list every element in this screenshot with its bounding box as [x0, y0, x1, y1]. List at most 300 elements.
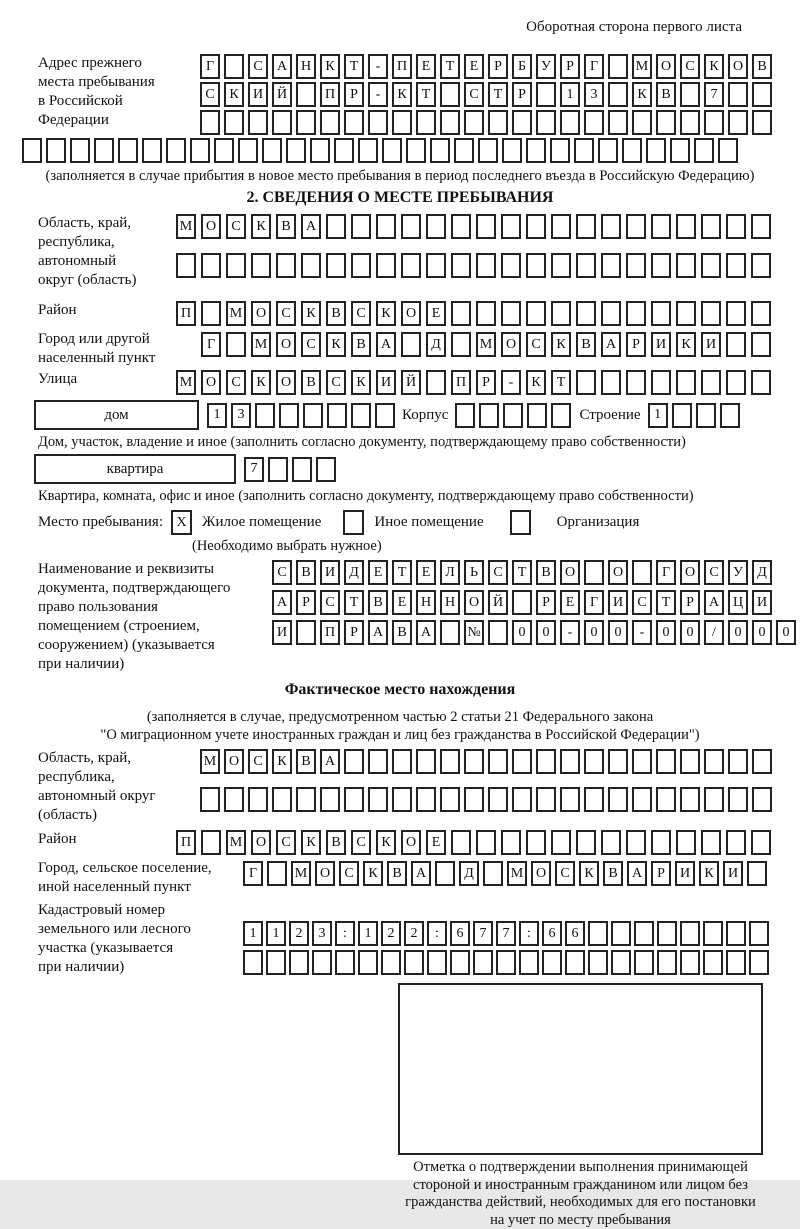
- char-cell[interactable]: [501, 253, 521, 278]
- char-cell[interactable]: Р: [344, 82, 364, 107]
- char-cell[interactable]: [289, 950, 309, 975]
- char-cell[interactable]: У: [536, 54, 556, 79]
- char-cell[interactable]: И: [272, 620, 292, 645]
- char-cell[interactable]: [519, 950, 539, 975]
- char-cell[interactable]: [526, 830, 546, 855]
- char-cell[interactable]: [608, 110, 628, 135]
- char-cell[interactable]: [611, 921, 631, 946]
- char-cell[interactable]: [327, 403, 347, 428]
- char-cell[interactable]: [392, 110, 412, 135]
- char-cell[interactable]: [676, 214, 696, 239]
- char-cell[interactable]: К: [326, 332, 346, 357]
- char-cell[interactable]: [701, 830, 721, 855]
- char-cell[interactable]: :: [335, 921, 355, 946]
- char-cell[interactable]: [536, 82, 556, 107]
- char-cell[interactable]: [427, 950, 447, 975]
- char-cell[interactable]: [503, 403, 523, 428]
- char-cell[interactable]: [728, 110, 748, 135]
- char-cell[interactable]: М: [632, 54, 652, 79]
- char-cell[interactable]: [542, 950, 562, 975]
- char-cell[interactable]: 2: [381, 921, 401, 946]
- char-cell[interactable]: А: [601, 332, 621, 357]
- char-cell[interactable]: -: [501, 370, 521, 395]
- char-cell[interactable]: [672, 403, 692, 428]
- char-cell[interactable]: [626, 830, 646, 855]
- char-cell[interactable]: -: [560, 620, 580, 645]
- char-cell[interactable]: [704, 110, 724, 135]
- char-cell[interactable]: 1: [207, 403, 227, 428]
- char-cell[interactable]: [488, 620, 508, 645]
- char-cell[interactable]: К: [301, 830, 321, 855]
- char-cell[interactable]: О: [251, 301, 271, 326]
- char-cell[interactable]: 0: [512, 620, 532, 645]
- char-cell[interactable]: [368, 749, 388, 774]
- char-cell[interactable]: Р: [680, 590, 700, 615]
- char-cell[interactable]: [551, 253, 571, 278]
- char-cell[interactable]: К: [392, 82, 412, 107]
- char-cell[interactable]: Д: [459, 861, 479, 886]
- char-cell[interactable]: С: [704, 560, 724, 585]
- char-cell[interactable]: 0: [608, 620, 628, 645]
- char-cell[interactable]: [381, 950, 401, 975]
- char-cell[interactable]: [224, 54, 244, 79]
- char-cell[interactable]: С: [488, 560, 508, 585]
- char-cell[interactable]: М: [291, 861, 311, 886]
- char-cell[interactable]: С: [272, 560, 292, 585]
- char-cell[interactable]: 6: [565, 921, 585, 946]
- char-cell[interactable]: [657, 950, 677, 975]
- char-cell[interactable]: [574, 138, 594, 163]
- char-cell[interactable]: Р: [512, 82, 532, 107]
- char-cell[interactable]: [651, 214, 671, 239]
- char-cell[interactable]: С: [339, 861, 359, 886]
- char-cell[interactable]: [512, 590, 532, 615]
- char-cell[interactable]: М: [176, 370, 196, 395]
- char-cell[interactable]: [201, 301, 221, 326]
- char-cell[interactable]: [751, 370, 771, 395]
- char-cell[interactable]: [488, 749, 508, 774]
- char-cell[interactable]: [440, 82, 460, 107]
- char-cell[interactable]: [584, 787, 604, 812]
- char-cell[interactable]: А: [272, 54, 292, 79]
- char-cell[interactable]: [426, 370, 446, 395]
- char-cell[interactable]: [450, 950, 470, 975]
- char-cell[interactable]: Р: [536, 590, 556, 615]
- char-cell[interactable]: [703, 921, 723, 946]
- char-cell[interactable]: [464, 787, 484, 812]
- char-cell[interactable]: Н: [440, 590, 460, 615]
- char-cell[interactable]: [406, 138, 426, 163]
- char-cell[interactable]: С: [632, 590, 652, 615]
- char-cell[interactable]: Е: [464, 54, 484, 79]
- char-cell[interactable]: [118, 138, 138, 163]
- char-cell[interactable]: /: [704, 620, 724, 645]
- char-cell[interactable]: [626, 370, 646, 395]
- char-cell[interactable]: №: [464, 620, 484, 645]
- char-cell[interactable]: [634, 921, 654, 946]
- char-cell[interactable]: [351, 253, 371, 278]
- char-cell[interactable]: 3: [584, 82, 604, 107]
- char-cell[interactable]: Г: [243, 861, 263, 886]
- char-cell[interactable]: [728, 749, 748, 774]
- char-cell[interactable]: [46, 138, 66, 163]
- char-cell[interactable]: [376, 214, 396, 239]
- char-cell[interactable]: [368, 787, 388, 812]
- char-cell[interactable]: [473, 950, 493, 975]
- char-cell[interactable]: Б: [512, 54, 532, 79]
- char-cell[interactable]: [248, 110, 268, 135]
- char-cell[interactable]: [464, 749, 484, 774]
- checkbox-zhiloe[interactable]: X: [171, 510, 192, 535]
- char-cell[interactable]: [526, 253, 546, 278]
- char-cell[interactable]: -: [368, 82, 388, 107]
- char-cell[interactable]: [455, 403, 475, 428]
- char-cell[interactable]: [262, 138, 282, 163]
- char-cell[interactable]: [440, 749, 460, 774]
- char-cell[interactable]: [501, 830, 521, 855]
- char-cell[interactable]: [601, 253, 621, 278]
- char-cell[interactable]: Е: [560, 590, 580, 615]
- char-cell[interactable]: [70, 138, 90, 163]
- char-cell[interactable]: [551, 830, 571, 855]
- char-cell[interactable]: П: [320, 82, 340, 107]
- char-cell[interactable]: Р: [344, 620, 364, 645]
- char-cell[interactable]: [676, 830, 696, 855]
- char-cell[interactable]: [94, 138, 114, 163]
- char-cell[interactable]: К: [526, 370, 546, 395]
- char-cell[interactable]: [488, 110, 508, 135]
- char-cell[interactable]: О: [224, 749, 244, 774]
- char-cell[interactable]: 7: [244, 457, 264, 482]
- char-cell[interactable]: [435, 861, 455, 886]
- char-cell[interactable]: [368, 110, 388, 135]
- char-cell[interactable]: А: [411, 861, 431, 886]
- char-cell[interactable]: [584, 110, 604, 135]
- char-cell[interactable]: [749, 921, 769, 946]
- char-cell[interactable]: [565, 950, 585, 975]
- char-cell[interactable]: [751, 332, 771, 357]
- char-cell[interactable]: Р: [560, 54, 580, 79]
- char-cell[interactable]: Р: [626, 332, 646, 357]
- char-cell[interactable]: [726, 253, 746, 278]
- char-cell[interactable]: [576, 301, 596, 326]
- char-cell[interactable]: К: [704, 54, 724, 79]
- char-cell[interactable]: [238, 138, 258, 163]
- char-cell[interactable]: [502, 138, 522, 163]
- char-cell[interactable]: О: [201, 214, 221, 239]
- char-cell[interactable]: К: [301, 301, 321, 326]
- char-cell[interactable]: [704, 749, 724, 774]
- char-cell[interactable]: В: [752, 54, 772, 79]
- char-cell[interactable]: [598, 138, 618, 163]
- char-cell[interactable]: [440, 110, 460, 135]
- char-cell[interactable]: [526, 301, 546, 326]
- char-cell[interactable]: О: [608, 560, 628, 585]
- char-cell[interactable]: [454, 138, 474, 163]
- char-cell[interactable]: 1: [243, 921, 263, 946]
- char-cell[interactable]: [680, 787, 700, 812]
- char-cell[interactable]: [651, 253, 671, 278]
- char-cell[interactable]: [608, 54, 628, 79]
- char-cell[interactable]: [190, 138, 210, 163]
- char-cell[interactable]: М: [251, 332, 271, 357]
- char-cell[interactable]: [752, 787, 772, 812]
- char-cell[interactable]: [224, 787, 244, 812]
- char-cell[interactable]: [296, 110, 316, 135]
- char-cell[interactable]: [584, 560, 604, 585]
- char-cell[interactable]: К: [251, 214, 271, 239]
- char-cell[interactable]: [588, 921, 608, 946]
- char-cell[interactable]: [401, 332, 421, 357]
- char-cell[interactable]: И: [320, 560, 340, 585]
- char-cell[interactable]: Р: [488, 54, 508, 79]
- char-cell[interactable]: П: [392, 54, 412, 79]
- char-cell[interactable]: Е: [426, 830, 446, 855]
- char-cell[interactable]: [601, 830, 621, 855]
- char-cell[interactable]: [426, 214, 446, 239]
- char-cell[interactable]: К: [676, 332, 696, 357]
- char-cell[interactable]: [611, 950, 631, 975]
- char-cell[interactable]: [476, 301, 496, 326]
- char-cell[interactable]: В: [656, 82, 676, 107]
- char-cell[interactable]: [632, 560, 652, 585]
- char-cell[interactable]: [344, 110, 364, 135]
- char-cell[interactable]: У: [728, 560, 748, 585]
- char-cell[interactable]: И: [701, 332, 721, 357]
- char-cell[interactable]: [200, 787, 220, 812]
- char-cell[interactable]: [651, 830, 671, 855]
- char-cell[interactable]: О: [656, 54, 676, 79]
- char-cell[interactable]: [588, 950, 608, 975]
- char-cell[interactable]: [22, 138, 42, 163]
- char-cell[interactable]: 0: [680, 620, 700, 645]
- char-cell[interactable]: [550, 138, 570, 163]
- char-cell[interactable]: [351, 214, 371, 239]
- char-cell[interactable]: [680, 749, 700, 774]
- char-cell[interactable]: [201, 830, 221, 855]
- char-cell[interactable]: [576, 830, 596, 855]
- char-cell[interactable]: С: [276, 301, 296, 326]
- char-cell[interactable]: [608, 82, 628, 107]
- char-cell[interactable]: А: [320, 749, 340, 774]
- char-cell[interactable]: [344, 787, 364, 812]
- char-cell[interactable]: [451, 253, 471, 278]
- char-cell[interactable]: О: [464, 590, 484, 615]
- char-cell[interactable]: [176, 253, 196, 278]
- char-cell[interactable]: [651, 301, 671, 326]
- char-cell[interactable]: [536, 787, 556, 812]
- char-cell[interactable]: [728, 787, 748, 812]
- char-cell[interactable]: 1: [358, 921, 378, 946]
- char-cell[interactable]: [358, 950, 378, 975]
- char-cell[interactable]: [726, 921, 746, 946]
- char-cell[interactable]: Г: [584, 590, 604, 615]
- char-cell[interactable]: [224, 110, 244, 135]
- char-cell[interactable]: О: [680, 560, 700, 585]
- char-cell[interactable]: [267, 861, 287, 886]
- char-cell[interactable]: [551, 214, 571, 239]
- char-cell[interactable]: Т: [416, 82, 436, 107]
- char-cell[interactable]: С: [526, 332, 546, 357]
- char-cell[interactable]: В: [536, 560, 556, 585]
- char-cell[interactable]: [651, 370, 671, 395]
- char-cell[interactable]: [451, 301, 471, 326]
- char-cell[interactable]: [326, 253, 346, 278]
- char-cell[interactable]: [720, 403, 740, 428]
- char-cell[interactable]: [268, 457, 288, 482]
- char-cell[interactable]: [226, 332, 246, 357]
- char-cell[interactable]: [326, 214, 346, 239]
- char-cell[interactable]: [303, 403, 323, 428]
- char-cell[interactable]: [726, 332, 746, 357]
- char-cell[interactable]: [632, 110, 652, 135]
- char-cell[interactable]: О: [531, 861, 551, 886]
- confirmation-stamp-box[interactable]: [398, 983, 763, 1155]
- char-cell[interactable]: Т: [344, 590, 364, 615]
- char-cell[interactable]: В: [603, 861, 623, 886]
- char-cell[interactable]: [488, 787, 508, 812]
- char-cell[interactable]: -: [632, 620, 652, 645]
- char-cell[interactable]: [703, 950, 723, 975]
- char-cell[interactable]: С: [226, 214, 246, 239]
- char-cell[interactable]: В: [368, 590, 388, 615]
- char-cell[interactable]: [479, 403, 499, 428]
- char-cell[interactable]: [501, 301, 521, 326]
- char-cell[interactable]: С: [200, 82, 220, 107]
- char-cell[interactable]: [536, 749, 556, 774]
- char-cell[interactable]: [696, 403, 716, 428]
- char-cell[interactable]: [255, 403, 275, 428]
- char-cell[interactable]: Т: [344, 54, 364, 79]
- char-cell[interactable]: -: [368, 54, 388, 79]
- char-cell[interactable]: [560, 787, 580, 812]
- char-cell[interactable]: [718, 138, 738, 163]
- char-cell[interactable]: [576, 370, 596, 395]
- char-cell[interactable]: [601, 370, 621, 395]
- char-cell[interactable]: [634, 950, 654, 975]
- char-cell[interactable]: Г: [200, 54, 220, 79]
- char-cell[interactable]: С: [301, 332, 321, 357]
- char-cell[interactable]: [527, 403, 547, 428]
- char-cell[interactable]: О: [560, 560, 580, 585]
- char-cell[interactable]: [272, 787, 292, 812]
- char-cell[interactable]: [476, 253, 496, 278]
- char-cell[interactable]: О: [251, 830, 271, 855]
- char-cell[interactable]: [751, 830, 771, 855]
- char-cell[interactable]: А: [272, 590, 292, 615]
- char-cell[interactable]: [584, 749, 604, 774]
- char-cell[interactable]: [701, 301, 721, 326]
- char-cell[interactable]: [476, 830, 496, 855]
- char-cell[interactable]: М: [226, 301, 246, 326]
- char-cell[interactable]: [752, 749, 772, 774]
- char-cell[interactable]: О: [728, 54, 748, 79]
- char-cell[interactable]: [358, 138, 378, 163]
- char-cell[interactable]: А: [368, 620, 388, 645]
- char-cell[interactable]: Д: [752, 560, 772, 585]
- char-cell[interactable]: К: [320, 54, 340, 79]
- char-cell[interactable]: [726, 950, 746, 975]
- char-cell[interactable]: 1: [648, 403, 668, 428]
- char-cell[interactable]: Т: [512, 560, 532, 585]
- char-cell[interactable]: Т: [392, 560, 412, 585]
- char-cell[interactable]: [576, 214, 596, 239]
- char-cell[interactable]: [392, 749, 412, 774]
- char-cell[interactable]: Г: [584, 54, 604, 79]
- char-cell[interactable]: [401, 214, 421, 239]
- char-cell[interactable]: [451, 830, 471, 855]
- char-cell[interactable]: К: [351, 370, 371, 395]
- char-cell[interactable]: [476, 214, 496, 239]
- char-cell[interactable]: А: [704, 590, 724, 615]
- char-cell[interactable]: Ц: [728, 590, 748, 615]
- char-cell[interactable]: Е: [368, 560, 388, 585]
- char-cell[interactable]: [752, 82, 772, 107]
- char-cell[interactable]: 1: [560, 82, 580, 107]
- char-cell[interactable]: [726, 301, 746, 326]
- char-cell[interactable]: [251, 253, 271, 278]
- char-cell[interactable]: Г: [656, 560, 676, 585]
- char-cell[interactable]: Й: [401, 370, 421, 395]
- char-cell[interactable]: Е: [416, 54, 436, 79]
- char-cell[interactable]: [626, 214, 646, 239]
- char-cell[interactable]: Ь: [464, 560, 484, 585]
- char-cell[interactable]: В: [301, 370, 321, 395]
- char-cell[interactable]: [375, 403, 395, 428]
- char-cell[interactable]: 0: [536, 620, 556, 645]
- char-cell[interactable]: [608, 787, 628, 812]
- char-cell[interactable]: В: [296, 749, 316, 774]
- char-cell[interactable]: [312, 950, 332, 975]
- char-cell[interactable]: [752, 110, 772, 135]
- char-cell[interactable]: С: [555, 861, 575, 886]
- char-cell[interactable]: [512, 749, 532, 774]
- char-cell[interactable]: 0: [584, 620, 604, 645]
- char-cell[interactable]: Т: [440, 54, 460, 79]
- char-cell[interactable]: [751, 301, 771, 326]
- char-cell[interactable]: Е: [392, 590, 412, 615]
- char-cell[interactable]: [676, 253, 696, 278]
- char-cell[interactable]: [704, 787, 724, 812]
- char-cell[interactable]: [656, 110, 676, 135]
- char-cell[interactable]: О: [276, 370, 296, 395]
- char-cell[interactable]: А: [301, 214, 321, 239]
- char-cell[interactable]: 6: [542, 921, 562, 946]
- char-cell[interactable]: [440, 620, 460, 645]
- char-cell[interactable]: [334, 138, 354, 163]
- char-cell[interactable]: [320, 110, 340, 135]
- char-cell[interactable]: С: [226, 370, 246, 395]
- char-cell[interactable]: [694, 138, 714, 163]
- char-cell[interactable]: О: [401, 301, 421, 326]
- char-cell[interactable]: Е: [416, 560, 436, 585]
- char-cell[interactable]: [201, 253, 221, 278]
- char-cell[interactable]: [351, 403, 371, 428]
- char-cell[interactable]: М: [200, 749, 220, 774]
- char-cell[interactable]: [751, 214, 771, 239]
- char-cell[interactable]: В: [326, 301, 346, 326]
- char-cell[interactable]: И: [248, 82, 268, 107]
- char-cell[interactable]: [512, 110, 532, 135]
- char-cell[interactable]: [376, 253, 396, 278]
- char-cell[interactable]: Л: [440, 560, 460, 585]
- char-cell[interactable]: А: [416, 620, 436, 645]
- char-cell[interactable]: Р: [651, 861, 671, 886]
- char-cell[interactable]: О: [401, 830, 421, 855]
- char-cell[interactable]: К: [251, 370, 271, 395]
- char-cell[interactable]: К: [551, 332, 571, 357]
- char-cell[interactable]: [726, 830, 746, 855]
